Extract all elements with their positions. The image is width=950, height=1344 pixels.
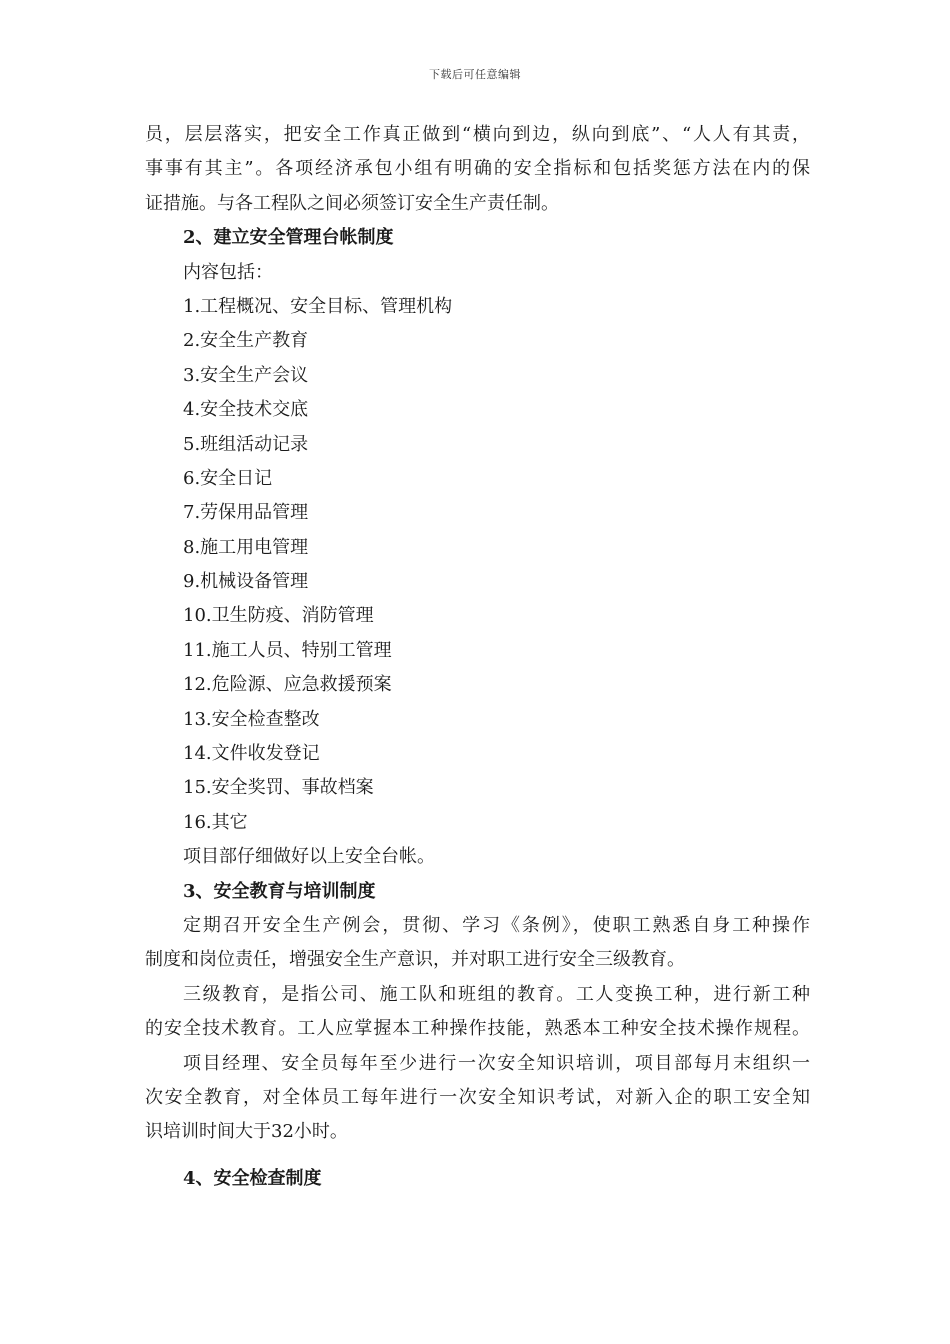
section2-closing: 项目部仔细做好以上安全台帐。	[183, 846, 435, 868]
para1-line1: 员，层层落实，把安全工作真正做到“横向到边，纵向到底”、“人人有其责，	[145, 124, 810, 145]
list-item: 11.施工人员、特别工管理	[183, 639, 392, 661]
section3-p3-line2: 次安全教育，对全体员工每年进行一次安全知识考试，对新入企的职工安全知	[145, 1086, 810, 1108]
section-gap	[145, 1150, 810, 1162]
list-item: 1.工程概况、安全目标、管理机构	[183, 295, 453, 317]
document-body	[145, 118, 810, 1196]
para1-line2: 事事有其主”。各项经济承包小组有明确的安全指标和包括奖惩方法在内的保	[145, 158, 810, 180]
section2-heading: 2、建立安全管理台帐制度	[183, 227, 394, 249]
list-item: 13.安全检查整改	[183, 708, 320, 730]
page-header: 下载后可任意编辑	[429, 68, 521, 81]
list-item: 9.机械设备管理	[183, 571, 309, 593]
list-item: 10.卫生防疫、消防管理	[183, 605, 374, 627]
section3-p1-line1: 定期召开安全生产例会，贯彻、学习《条例》，使职工熟悉自身工种操作	[183, 914, 810, 936]
section3-p3-line3: 识培训时间大于32小时。	[145, 1121, 348, 1143]
list-item: 3.安全生产会议	[183, 364, 309, 386]
list-item: 6.安全日记	[183, 467, 273, 489]
section3-p2-line1: 三级教育，是指公司、施工队和班组的教育。工人变换工种，进行新工种	[183, 983, 810, 1005]
list-item: 8.施工用电管理	[183, 536, 309, 558]
list-item: 7.劳保用品管理	[183, 502, 309, 524]
list-item: 15.安全奖罚、事故档案	[183, 777, 374, 799]
section3-heading: 3、安全教育与培训制度	[183, 880, 376, 902]
section4-heading: 4、安全检查制度	[183, 1167, 322, 1189]
list-item: 16.其它	[183, 811, 248, 833]
section2-intro: 内容包括：	[183, 261, 273, 283]
list-item: 14.文件收发登记	[183, 743, 320, 765]
section3-p1-line2: 制度和岗位责任，增强安全生产意识，并对职工进行安全三级教育。	[145, 949, 685, 971]
list-item: 2.安全生产教育	[183, 330, 309, 352]
section3-p3-line1: 项目经理、安全员每年至少进行一次安全知识培训，项目部每月末组织一	[183, 1052, 810, 1074]
list-item: 12.危险源、应急救援预案	[183, 674, 392, 696]
para1-line3: 证措施。与各工程队之间必须签订安全生产责任制。	[145, 192, 559, 214]
list-item: 5.班组活动记录	[183, 433, 309, 455]
section3-p2-line2: 的安全技术教育。工人应掌握本工种操作技能，熟悉本工种安全技术操作规程。	[145, 1018, 810, 1040]
list-item: 4.安全技术交底	[183, 399, 309, 421]
